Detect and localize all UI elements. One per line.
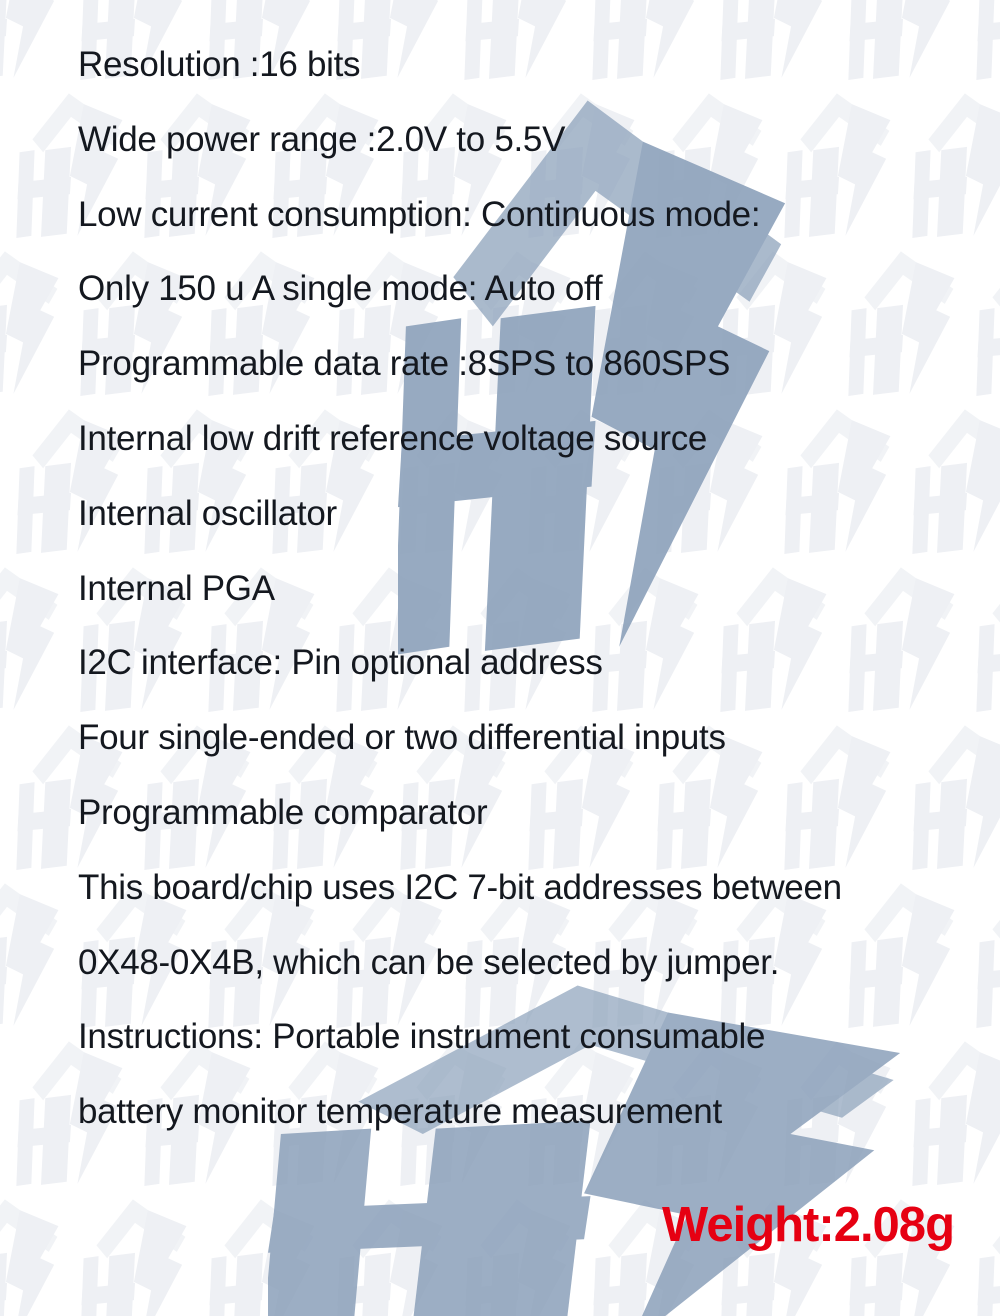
spec-line: Internal low drift reference voltage source (78, 419, 708, 458)
hs-logo-pattern-tile (848, 251, 954, 396)
hs-logo-pattern-tile (784, 93, 890, 238)
spec-line: Low current consumption: Continuous mode: (78, 194, 761, 234)
hs-logo-pattern-tile (0, 883, 58, 1028)
hs-logo-pattern-tile (720, 0, 826, 80)
hs-logo-pattern-tile (976, 0, 1000, 80)
spec-line: Instructions: Portable instrument consumable (78, 1017, 766, 1057)
hs-logo-pattern-tile (912, 409, 1000, 554)
weight-label: Weight:2.08g (661, 1198, 954, 1252)
hs-logo-pattern-tile (976, 567, 1000, 712)
spec-line: Programmable data rate :8SPS to 860SPS (78, 344, 731, 384)
hs-logo-pattern-tile (912, 725, 1000, 870)
spec-line: Only 150 u A single mode: Auto off (78, 269, 603, 309)
hs-logo-pattern-tile (80, 1199, 186, 1316)
hs-logo-pattern-tile (0, 567, 58, 712)
hs-logo-pattern-tile (976, 251, 1000, 396)
spec-line: 0X48-0X4B, which can be selected by jumper. (78, 942, 780, 982)
hs-logo-pattern-tile (976, 1199, 1000, 1316)
hs-logo-pattern-tile (848, 567, 954, 712)
spec-line: Wide power range :2.0V to 5.5V (78, 119, 566, 159)
hs-logo-pattern-tile (0, 1199, 58, 1316)
hs-logo-pattern-tile (912, 93, 1000, 238)
spec-line: This board/chip uses I2C 7-bit addresses between (78, 867, 842, 907)
spec-line: Internal PGA (78, 568, 275, 608)
hs-logo-pattern-tile (784, 725, 890, 870)
hs-logo-pattern-tile (592, 0, 698, 80)
spec-line: Four single-ended or two differential inputs (78, 718, 726, 758)
hs-logo-pattern-tile (784, 409, 890, 554)
spec-line: I2C interface: Pin optional address (78, 643, 603, 683)
hs-logo-pattern-tile (0, 251, 58, 396)
hs-logo-pattern-tile (848, 0, 954, 80)
hs-logo-pattern-tile (912, 1041, 1000, 1186)
spec-line: battery monitor temperature measurement (78, 1092, 722, 1132)
hs-logo-pattern-tile (976, 883, 1000, 1028)
hs-logo-pattern-tile (464, 0, 570, 80)
spec-line: Resolution :16 bits (78, 45, 361, 84)
spec-line: Internal oscillator (78, 493, 337, 533)
hs-logo-pattern-tile (0, 0, 58, 80)
spec-line: Programmable comparator (78, 793, 488, 832)
